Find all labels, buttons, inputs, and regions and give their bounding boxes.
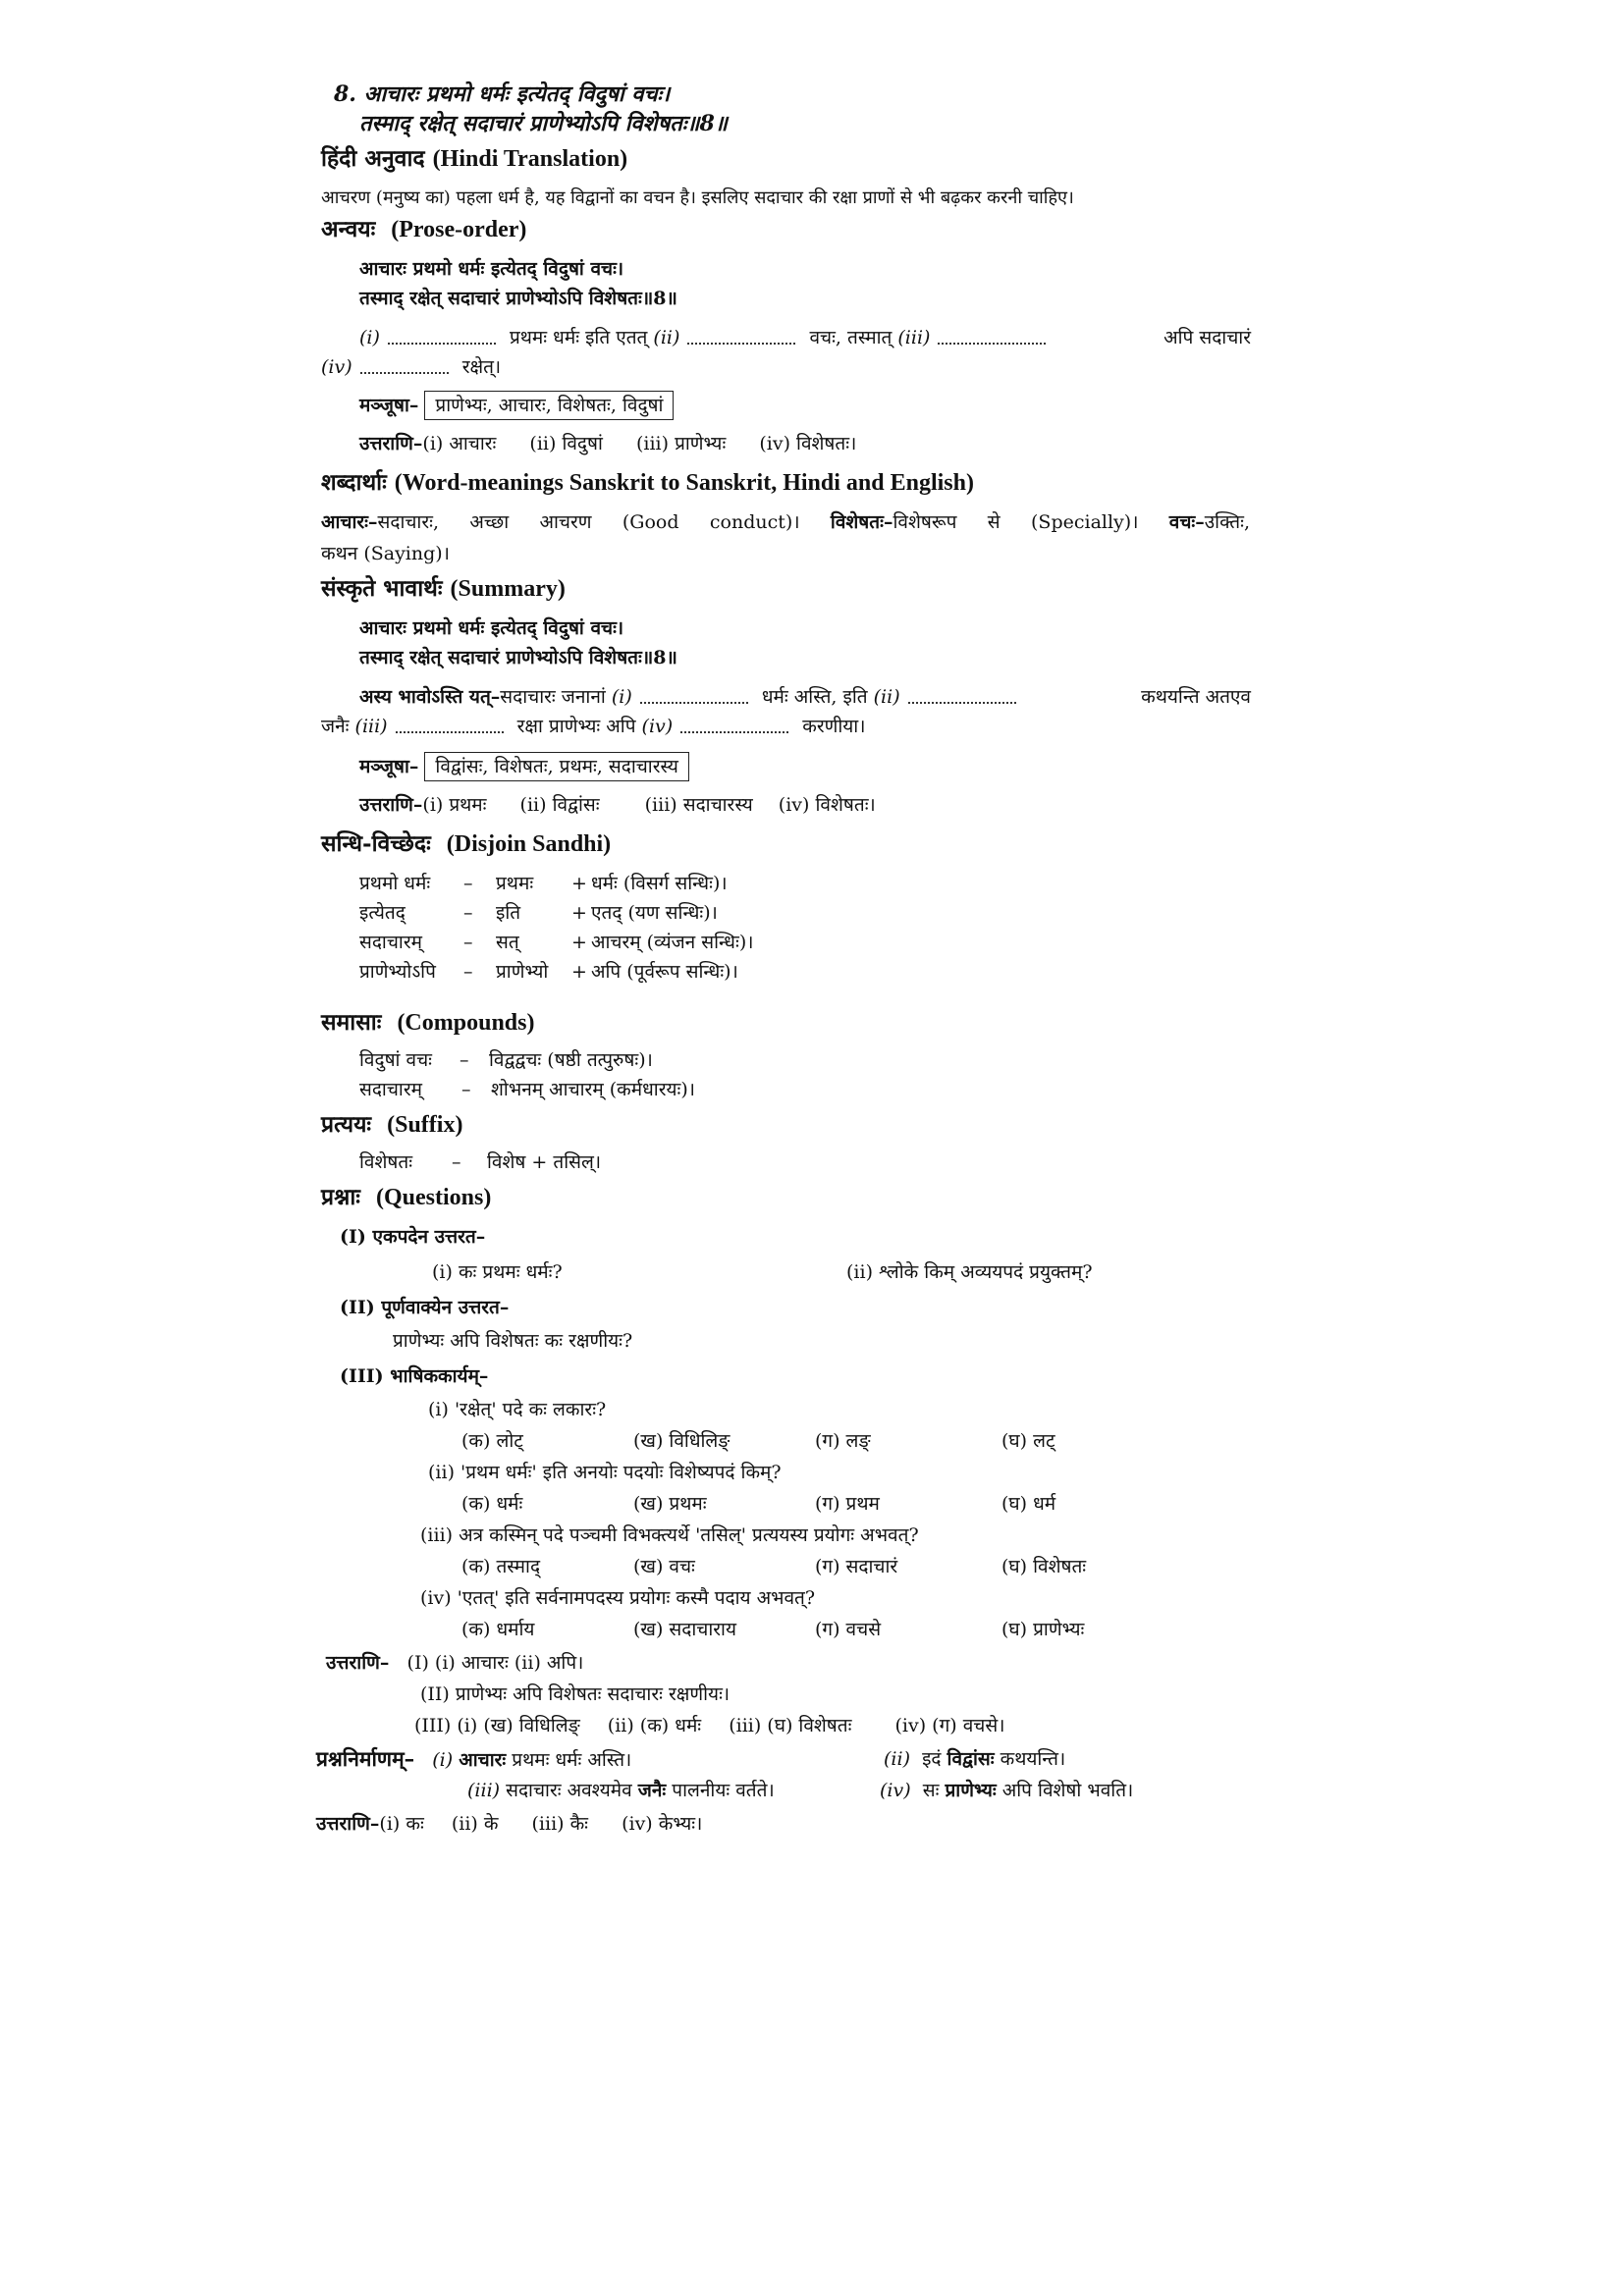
answer: (ii) विद्वांसः — [519, 794, 600, 816]
answers-label: उत्तराणि– — [359, 794, 423, 816]
word-meanings-line-1 — [321, 510, 1250, 534]
hindi-translation-text: आचरण (मनुष्य का) पहला धर्म है, यह विद्वानों का वचन है। इसलिए सदाचार की रक्षा प्राणों से भी बढ़कर करनी चाहिए। — [321, 187, 1074, 208]
term: वचः– — [1168, 511, 1205, 533]
verse-number: 8. — [334, 81, 356, 107]
mcq-option[interactable]: (क) धर्माय — [461, 1619, 535, 1640]
text: प्रथमः धर्मः इति एतत् — [509, 327, 648, 348]
answer: (ii) के — [451, 1813, 499, 1835]
q1-item-2: (ii) श्लोके किम् अव्ययपदं प्रयुक्तम्? — [846, 1261, 1093, 1283]
blank-field[interactable] — [640, 692, 748, 704]
text: कथयन्ति। — [1000, 1748, 1066, 1770]
q1-label: (I) एकपदेन उत्तरत– — [340, 1226, 486, 1248]
dash: – — [463, 873, 473, 894]
summary-fill-line-2 — [321, 715, 865, 738]
text: सः — [922, 1780, 940, 1801]
verse-text: आचारः प्रथमो धर्मः इत्येतद् विदुषां वचः। — [363, 81, 671, 107]
heading-hi: हिंदी अनुवाद — [321, 145, 425, 172]
dash: – — [463, 961, 473, 983]
word-meanings-heading — [321, 471, 974, 495]
blank-field[interactable] — [396, 721, 504, 733]
term: आचारः– — [321, 511, 378, 533]
answer: (i) आचारः — [422, 433, 497, 454]
dash: – — [460, 1049, 469, 1071]
term: विशेषतः– — [830, 511, 893, 533]
bold-word: विद्वांसः — [947, 1748, 995, 1770]
q2-text: प्राणेभ्यः अपि विशेषतः कः रक्षणीयः? — [393, 1330, 633, 1352]
answers-row-1 — [326, 1651, 583, 1675]
manjusha-label: मञ्जूषा– — [359, 756, 419, 777]
marker: (iii) — [467, 1780, 501, 1801]
mcq-option[interactable]: (घ) प्राणेभ्यः — [1001, 1619, 1085, 1640]
bold-word: प्राणेभ्यः — [945, 1780, 997, 1801]
result: विद्वद्वचः (षष्ठी तत्पुरुषः)। — [489, 1049, 653, 1071]
blank-field[interactable] — [388, 333, 496, 345]
text: सदाचारः अवश्यमेव — [506, 1780, 632, 1801]
answer: (iv) विशेषतः। — [759, 433, 857, 454]
word-meanings-line-2: कथन (Saying)। — [321, 543, 450, 564]
mcq-question: (ii) 'प्रथम धर्मः' इति अनयोः पदयोः विशेष्यपदं किम्? — [428, 1462, 782, 1483]
mcq-option[interactable]: (ग) सदाचारं — [815, 1556, 898, 1577]
answer: (iii) प्राणेभ्यः — [635, 433, 727, 454]
dash: – — [461, 1079, 471, 1100]
mcq-question: (iii) अत्र कस्मिन् पदे पञ्चमी विभक्त्यर्थे 'तसिल्' प्रत्ययस्य प्रयोगः अभवत्? — [420, 1524, 919, 1546]
verse-line-1 — [334, 82, 670, 106]
dash: – — [463, 902, 473, 924]
marker: (ii) — [873, 686, 900, 708]
text: वचः, तस्मात् — [809, 327, 893, 348]
manjusha-label: मञ्जूषा– — [359, 395, 419, 416]
marker: (i) — [611, 686, 632, 708]
answers-label: उत्तराणि– — [326, 1652, 390, 1674]
mcq-option[interactable]: (क) लोट् — [461, 1430, 523, 1452]
text: रक्षा प्राणेभ्यः अपि — [516, 716, 636, 737]
part2: एतद् (यण सन्धिः)। — [591, 902, 718, 924]
sandhi-heading — [321, 832, 611, 856]
heading-hi: प्रश्नाः — [321, 1184, 360, 1210]
prose-verse-1: आचारः प्रथमो धर्मः इत्येतद् विदुषां वचः। — [359, 258, 624, 280]
question-formation-answers — [316, 1812, 702, 1836]
q3-label: (III) भाषिककार्यम्– — [340, 1365, 489, 1387]
plus: + — [571, 873, 587, 894]
heading-hi: सन्धि-विच्छेदः — [321, 830, 431, 857]
summary-answers — [359, 793, 876, 817]
manjusha-box: विद्वांसः, विशेषतः, प्रथमः, सदाचारस्य — [424, 752, 688, 781]
answer: (III) (i) (ख) विधिलिङ् — [414, 1715, 580, 1736]
heading-en: (Hindi Translation) — [432, 146, 628, 172]
summary-fill-line-1 — [359, 685, 1251, 709]
question-formation-item-3 — [467, 1779, 775, 1802]
question-formation-item-4 — [880, 1779, 1133, 1802]
result: शोभनम् आचारम् (कर्मधारयः)। — [491, 1079, 695, 1100]
part1: प्रथमः — [496, 873, 534, 894]
mcq-question: (iv) 'एतत्' इति सर्वनामपदस्य प्रयोगः कस्मै पदाय अभवत्? — [420, 1587, 816, 1609]
bold-word: आचारः — [459, 1749, 507, 1771]
answers-row-3 — [414, 1714, 1004, 1737]
intro: अस्य भावोऽस्ति यत्– — [359, 686, 501, 708]
meaning: उक्तिः, — [1204, 511, 1250, 533]
word: इत्येतद् — [359, 902, 406, 924]
answer: (iii) (घ) विशेषतः — [729, 1715, 852, 1736]
mcq-option[interactable]: (ग) लङ् — [815, 1430, 871, 1452]
blank-field[interactable] — [680, 721, 788, 733]
part2: धर्मः (विसर्ग सन्धिः)। — [591, 873, 728, 894]
plus: + — [571, 932, 587, 953]
answer: (iv) केभ्यः। — [622, 1813, 703, 1835]
manjusha-box: प्राणेभ्यः, आचारः, विशेषतः, विदुषां — [424, 391, 674, 420]
q2-label: (II) पूर्णवाक्येन उत्तरत– — [340, 1297, 510, 1318]
heading-hi: अन्वयः — [321, 216, 376, 242]
answer: (iv) (ग) वचसे। — [894, 1715, 1005, 1736]
blank-field[interactable] — [687, 333, 795, 345]
heading-en: (Questions) — [375, 1185, 492, 1210]
marker: (i) — [359, 327, 380, 348]
bold-word: जनैः — [637, 1780, 667, 1801]
answers-label: उत्तराणि– — [316, 1813, 380, 1835]
text: करणीया। — [802, 716, 866, 737]
dash: – — [452, 1151, 461, 1173]
answer: (I) (i) आचारः (ii) अपि। — [406, 1652, 584, 1674]
summary-heading — [321, 577, 566, 601]
heading-hi: प्रत्ययः — [321, 1111, 372, 1138]
prose-answers — [359, 432, 856, 455]
word: प्रथमो धर्मः — [359, 873, 431, 894]
marker: (iv) — [321, 356, 352, 378]
mcq-option[interactable]: (घ) विशेषतः — [1001, 1556, 1087, 1577]
text: अपि सदाचारं — [1163, 327, 1251, 348]
heading-hi: संस्कृते भावार्थः — [321, 575, 443, 602]
mcq-option[interactable]: (ख) प्रथमः — [633, 1493, 707, 1515]
heading-hi: शब्दार्थाः — [321, 469, 387, 496]
suffix-heading — [321, 1113, 462, 1137]
compounds-heading — [321, 1011, 534, 1035]
blank-field[interactable] — [360, 362, 449, 374]
hindi-translation-heading — [321, 147, 627, 171]
summary-manjusha — [359, 752, 689, 781]
part1: प्राणेभ्यो — [496, 961, 549, 983]
mcq-option[interactable]: (ख) वचः — [633, 1556, 695, 1577]
text: अपि विशेषो भवति। — [1001, 1780, 1134, 1801]
part2: अपि (पूर्वरूप सन्धिः)। — [591, 961, 738, 983]
text: जनैः — [321, 716, 350, 737]
mcq-option[interactable]: (क) धर्मः — [461, 1493, 523, 1515]
heading-en: (Summary) — [450, 576, 566, 602]
heading-en: (Prose-order) — [391, 217, 527, 242]
verse-line-2: तस्माद् रक्षेत् सदाचारं प्राणेभ्योऽपि विशेषतः॥8॥ — [359, 111, 728, 136]
marker: (ii) — [653, 327, 680, 348]
heading-en: (Disjoin Sandhi) — [446, 831, 612, 857]
mcq-option[interactable]: (ख) विधिलिङ् — [633, 1430, 730, 1452]
prose-order-heading — [321, 218, 526, 241]
text: प्रथमः धर्मः अस्ति। — [512, 1749, 632, 1771]
q1-item-1: (i) कः प्रथमः धर्मः? — [432, 1261, 563, 1283]
answer: (iii) सदाचारस्य — [644, 794, 753, 816]
answer: (ii) विदुषां — [529, 433, 603, 454]
text: रक्षेत्। — [461, 356, 502, 378]
mcq-option[interactable]: (घ) लट् — [1001, 1430, 1055, 1452]
blank-field[interactable] — [908, 692, 1016, 704]
marker: (iv) — [880, 1780, 911, 1801]
answers-row-2: (II) प्राणेभ्यः अपि विशेषतः सदाचारः रक्षणीयः। — [420, 1683, 730, 1705]
mcq-option[interactable]: (ख) सदाचाराय — [633, 1619, 736, 1640]
text: सदाचारः जनानां — [500, 686, 606, 708]
summary-verse-2: तस्माद् रक्षेत् सदाचारं प्राणेभ्योऽपि विशेषतः॥8॥ — [359, 647, 677, 668]
marker: (i) — [432, 1749, 454, 1771]
part2: आचरम् (व्यंजन सन्धिः)। — [591, 932, 754, 953]
meaning: सदाचारः, अच्छा आचरण (Good conduct)। — [377, 511, 800, 533]
summary-verse-1: आचारः प्रथमो धर्मः इत्येतद् विदुषां वचः। — [359, 617, 624, 639]
word: सदाचारम् — [359, 932, 422, 953]
dash: – — [463, 932, 473, 953]
result: विशेष + तसिल्। — [487, 1151, 602, 1173]
prose-manjusha — [359, 391, 674, 420]
answer: (i) कः — [379, 1813, 424, 1835]
question-formation-label: प्रश्ननिर्माणम्– — [316, 1746, 415, 1771]
part1: सत् — [496, 932, 519, 953]
marker: (iv) — [641, 716, 674, 737]
heading-en: (Compounds) — [397, 1010, 535, 1036]
mcq-option[interactable]: (घ) धर्म — [1001, 1493, 1056, 1515]
text: इदं — [922, 1748, 942, 1770]
text: धर्मः अस्ति, इति — [761, 686, 868, 708]
marker: (iii) — [354, 716, 388, 737]
answer: (i) प्रथमः — [422, 794, 487, 816]
questions-heading — [321, 1186, 491, 1209]
question-formation-item-2 — [884, 1747, 1065, 1771]
heading-en: (Suffix) — [387, 1112, 463, 1138]
blank-field[interactable] — [938, 333, 1046, 345]
mcq-option[interactable]: (ग) प्रथम — [815, 1493, 880, 1515]
prose-fill-line-1 — [359, 326, 1251, 349]
question-formation-row-1 — [316, 1747, 631, 1772]
word: विदुषां वचः — [359, 1049, 432, 1071]
prose-verse-2: तस्माद् रक्षेत् सदाचारं प्राणेभ्योऽपि विशेषतः॥8॥ — [359, 288, 677, 309]
mcq-question: (i) 'रक्षेत्' पदे कः लकारः? — [428, 1399, 607, 1420]
heading-hi: समासाः — [321, 1009, 382, 1036]
text: कथयन्ति अतएव — [1141, 686, 1251, 708]
word: सदाचारम् — [359, 1079, 422, 1100]
marker: (ii) — [884, 1748, 910, 1770]
prose-fill-line-2 — [321, 355, 501, 379]
part1: इति — [496, 902, 521, 924]
text: पालनीयः वर्तते। — [672, 1780, 775, 1801]
heading-en: (Word-meanings Sanskrit to Sanskrit, Hindi and English) — [394, 470, 974, 496]
marker: (iii) — [897, 327, 931, 348]
answer: (iii) कैः — [531, 1813, 589, 1835]
plus: + — [571, 961, 587, 983]
mcq-option[interactable]: (ग) वचसे — [815, 1619, 882, 1640]
answer: (ii) (क) धर्मः — [607, 1715, 702, 1736]
word: प्राणेभ्योऽपि — [359, 961, 436, 983]
mcq-option[interactable]: (क) तस्माद् — [461, 1556, 541, 1577]
word: विशेषतः — [359, 1151, 413, 1173]
answers-label: उत्तराणि– — [359, 433, 423, 454]
meaning: विशेषरूप से (Specially)। — [893, 511, 1139, 533]
answer: (iv) विशेषतः। — [778, 794, 876, 816]
plus: + — [571, 902, 587, 924]
